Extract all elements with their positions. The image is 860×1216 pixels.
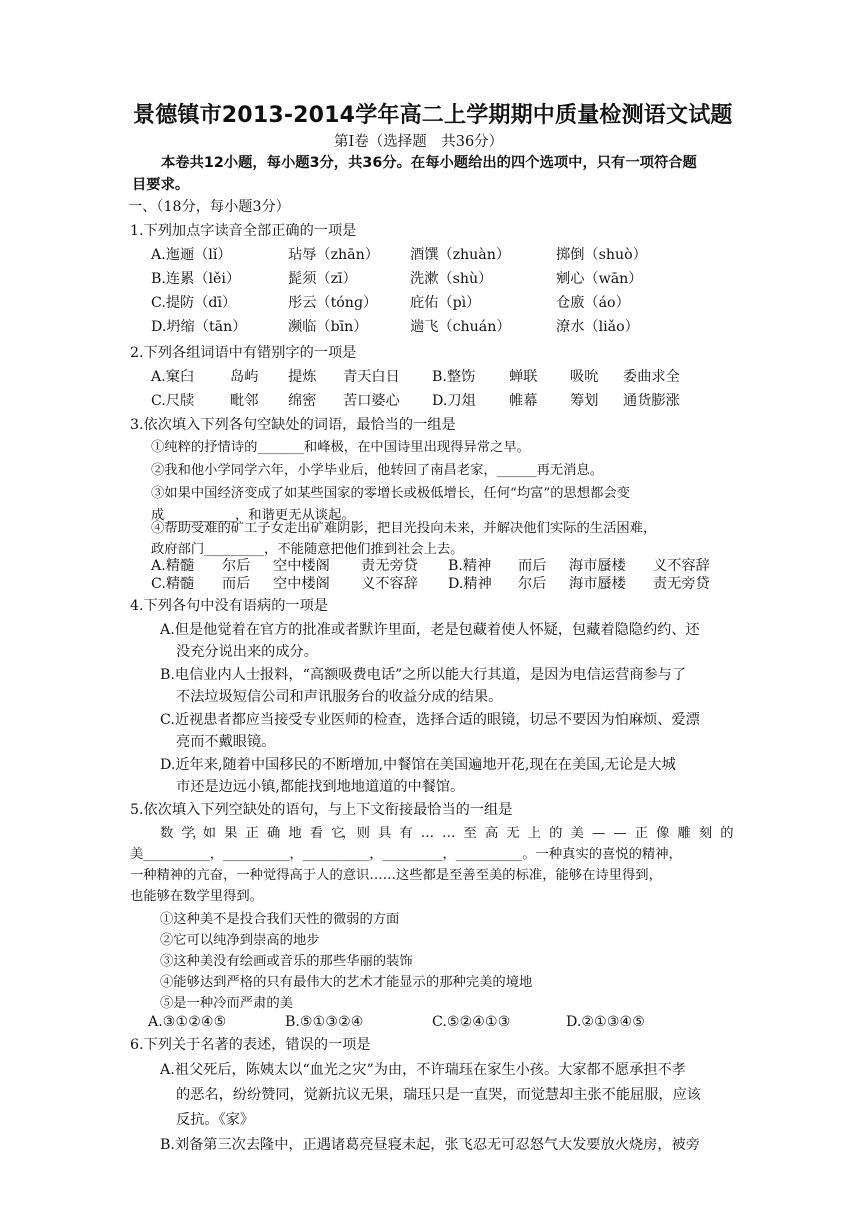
option-cell: 海市蜃楼 <box>569 558 626 574</box>
option-cell: C.⑤②④①③ <box>432 1014 511 1030</box>
option-row <box>148 1010 860 1034</box>
option-cell: C.精髓 <box>151 576 195 592</box>
option-cell: D.刀俎 <box>432 393 476 409</box>
option-cell: B.连累（lěi） <box>151 271 241 287</box>
option-a-line-1: A.祖父死后，陈姨太以“血光之灾”为由，不许瑞珏在家生小孩。大家都不愿承担不孝 <box>160 1062 686 1078</box>
option-cell: 义不容辞 <box>361 576 418 592</box>
option-row <box>151 572 860 596</box>
option-cell: 通货膨涨 <box>623 393 680 409</box>
option-cell: A.窠臼 <box>151 369 195 385</box>
section-subtitle: 第Ⅰ卷（选择题 共36分） <box>334 134 504 150</box>
option-cell: 责无旁贷 <box>361 558 418 574</box>
option-cell: B.整饬 <box>432 369 476 385</box>
question-3-stem: 3.依次填入下列各句空缺处的词语，最恰当的一组是 <box>130 417 456 433</box>
sentence-4-line-1: ④帮助受难的矿工子女走出矿难阴影，把目光投向未来，并解决他们实际的生活困难， <box>151 521 657 536</box>
option-d-line-1: D.近年来,随着中国移民的不断增加,中餐馆在美国遍地开花,现在在美国,无论是大城 <box>160 757 676 773</box>
option-cell: 濒临（bīn） <box>288 319 368 335</box>
option-cell: B.精神 <box>448 558 492 574</box>
option-cell: C.提防（dī） <box>151 295 237 311</box>
option-b-line-1: B.电信业内人士报料，“高额吸费电话”之所以能大行其道，是因为电信运营商参与了 <box>160 667 687 683</box>
option-cell: C.尺牍 <box>151 393 195 409</box>
option-cell: 仓廒（áo） <box>556 295 630 311</box>
option-a-line-2: 的恶名，纷纷赞同，觉新抗议无果，瑞珏只是一直哭，而觉慧却主张不能屈服，应该 <box>176 1087 701 1103</box>
option-cell: 海市蜃楼 <box>569 576 626 592</box>
option-cell: A.迤逦（lǐ） <box>151 247 232 263</box>
option-row <box>151 389 860 413</box>
question-6-stem: 6.下列关于名著的表述，错误的一项是 <box>130 1037 371 1053</box>
option-a-line-1: A.但是他觉着在官方的批准或者默许里面，老是包藏着使人怀疑，包藏着隐隐约约、还 <box>160 622 700 638</box>
option-cell: 尔后 <box>518 576 547 592</box>
option-cell: 义不容辞 <box>653 558 710 574</box>
option-cell: 提炼 <box>288 369 317 385</box>
option-row <box>151 267 860 291</box>
passage-line-1: 数 学，如 果 正 确 地 看 它， 则 具 有 … … 至 高 无 上 的 美 — — 正 像 雕 刻 的 <box>160 826 731 841</box>
option-c-line-1: C.近视患者都应当接受专业医师的检查，选择合适的眼镜，切忌不要因为怕麻烦、爱漂 <box>160 712 700 728</box>
option-cell: 而后 <box>222 576 251 592</box>
sentence-3-line-1: ③如果中国经济变成了如某些国家的零增长或极低增长，任何“均富”的思想都会变 <box>151 486 630 501</box>
passage-line-3: 一种精神的亢奋，一种觉得高于人的意识……这些都是至善至美的标准，能够在诗里得到， <box>130 868 662 883</box>
option-cell: 尔后 <box>222 558 251 574</box>
option-cell: 毗邻 <box>230 393 259 409</box>
question-1-stem: 1.下列加点字读音全部正确的一项是 <box>130 223 357 239</box>
instructions-line-1: 本卷共12小题，每小题3分，共36分。在每小题给出的四个选项中，只有一项符合题 <box>161 155 697 171</box>
option-cell: 苦口婆心 <box>343 393 400 409</box>
option-cell: 彤云（tónɡ） <box>288 295 378 311</box>
option-d-line-2: 市还是边远小镇,都能找到地地道道的中餐馆。 <box>176 779 465 795</box>
option-cell: D.坍缩（tān） <box>151 319 247 335</box>
option-cell: A.精髓 <box>151 558 195 574</box>
option-cell: 庇佑（pì） <box>410 295 481 311</box>
sentence-item-1: ①这种美不是投合我们天性的微弱的方面 <box>160 912 400 927</box>
option-cell: 责无旁贷 <box>653 576 710 592</box>
option-cell: 帷幕 <box>509 393 538 409</box>
sentence-item-4: ④能够达到严格的只有最伟大的艺术才能显示的那种完美的境地 <box>160 975 533 990</box>
option-b-line-2: 不法垃圾短信公司和声讯服务台的收益分成的结果。 <box>176 689 503 705</box>
page-title: 景德镇市2013-2014学年高二上学期期中质量检测语文试题 <box>133 103 733 128</box>
option-cell: 委曲求全 <box>623 369 680 385</box>
option-cell: 遄飞（chuán） <box>410 319 511 335</box>
option-cell: D.②①③④⑤ <box>566 1014 645 1030</box>
sentence-item-3: ③这种美没有绘画或音乐的那些华丽的装饰 <box>160 954 413 969</box>
option-cell: 岛屿 <box>230 369 259 385</box>
option-a-line-2: 没充分说出来的成分。 <box>176 644 318 660</box>
sentence-3-line-2: 成 __________，和谐更无从谈起。 <box>151 508 355 523</box>
option-cell: 玷辱（zhān） <box>288 247 379 263</box>
sentence-item-2: ②它可以纯净到崇高的地步 <box>160 933 320 948</box>
option-b-line-1: B.刘备第三次去隆中，正遇诸葛亮昼寝未起，张飞忍无可忍怒气大发要放火烧房，被旁 <box>160 1137 700 1153</box>
instructions-line-2: 目要求。 <box>132 177 190 193</box>
option-cell: 而后 <box>518 558 547 574</box>
option-cell: 剜心（wān） <box>556 271 643 287</box>
option-row <box>151 315 860 339</box>
option-cell: 蝉联 <box>509 369 538 385</box>
sentence-4-line-2: 政府部门_________，不能随意把他们推到社会上去。 <box>151 542 464 557</box>
question-4-stem: 4.下列各句中没有语病的一项是 <box>130 598 328 614</box>
question-5-stem: 5.依次填入下列空缺处的语句，与上下文衔接最恰当的一组是 <box>130 802 513 818</box>
option-cell: 洗漱（shù） <box>410 271 493 287</box>
option-cell: D.精神 <box>448 576 492 592</box>
option-a-line-3: 反抗。《家》 <box>176 1112 255 1128</box>
sentence-item-5: ⑤是一种冷而严肃的美 <box>160 996 293 1011</box>
option-cell: 空中楼阁 <box>273 558 330 574</box>
option-cell: 筹划 <box>570 393 599 409</box>
sentence-1: ①纯粹的抒情诗的_______和峰极，在中国诗里出现得异常之早。 <box>151 440 530 455</box>
option-cell: 绵密 <box>288 393 317 409</box>
option-cell: 髭须（zī） <box>288 271 357 287</box>
option-row <box>151 291 860 315</box>
sentence-2: ②我和他小学同学六年，小学毕业后，他转回了南昌老家，______再无消息。 <box>151 463 604 478</box>
question-2-stem: 2.下列各组词语中有错别字的一项是 <box>130 345 357 361</box>
option-row <box>151 243 860 267</box>
option-row <box>151 365 860 389</box>
option-cell: 吸吮 <box>570 369 599 385</box>
option-cell: 青天白日 <box>343 369 400 385</box>
option-cell: 酒馔（zhuàn） <box>410 247 511 263</box>
option-cell: 空中楼阁 <box>273 576 330 592</box>
option-cell: 潦水（liǎo） <box>556 319 639 335</box>
option-cell: A.③①②④⑤ <box>148 1014 227 1030</box>
option-c-line-2: 亮而不戴眼镜。 <box>176 734 276 750</box>
passage-line-4: 也能够在数学里得到。 <box>130 889 263 904</box>
passage-line-2: 美__________，__________，__________，_________，__________。一种真实的喜悦的精神， <box>130 847 682 862</box>
section-heading: 一、（18分，每小题3分） <box>128 199 290 215</box>
option-cell: 掷倒（shuò） <box>556 247 647 263</box>
option-cell: B.⑤①③②④ <box>285 1014 364 1030</box>
